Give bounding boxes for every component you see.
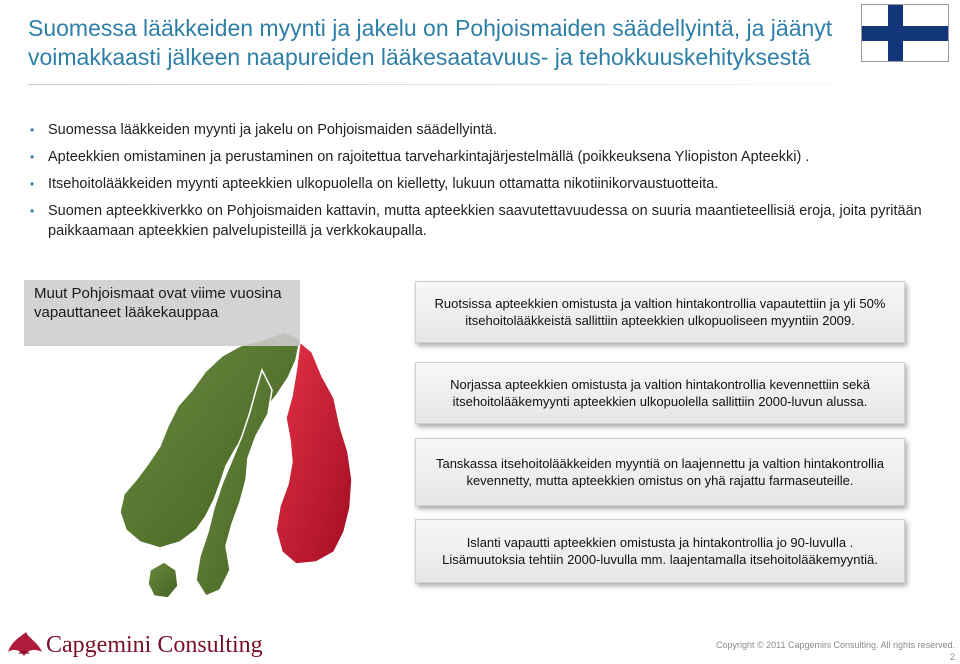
- denmark-shape: [148, 562, 178, 598]
- callout-box: Muut Pohjoismaat ovat viime vuosina vapauttaneet lääkekauppaa: [24, 280, 300, 346]
- copyright-text: Copyright © 2011 Capgemini Consulting. All rights reserved.: [716, 640, 956, 650]
- finland-flag-icon: [861, 4, 949, 62]
- logo-text: Capgemini Consulting: [46, 631, 263, 658]
- bullet-list: [28, 120, 938, 248]
- capgemini-logo: [4, 628, 263, 662]
- iceland-info-box: Islanti vapautti apteekkien omistusta ja hintakontrollia jo 90-luvulla . Lisämuutoksia tehtiin 2000-luvulla mm. laajentamalla itsehoitolääkemyyntiä.: [415, 519, 905, 583]
- page-number: 2: [950, 652, 956, 662]
- bullet-item: • Itsehoitolääkkeiden myynti apteekkien ulkopuolella on kielletty, lukuun ottamatta nikotiinikorvaustuotteita.: [30, 176, 719, 192]
- norway-info-box: Norjassa apteekkien omistusta ja valtion hintakontrollia kevennettiin sekä itsehoitolääkemyynti apteekkien ulkopuolella sallittiin 2000-luvun alussa.: [415, 362, 905, 424]
- denmark-info-box: Tanskassa itsehoitolääkkeiden myyntiä on laajennettu ja valtion hintakontrollia kevennetty, mutta apteekkien omistus on yhä rajattu farmaseuteille.: [415, 438, 905, 506]
- bullet-item: • Suomessa lääkkeiden myynti ja jakelu on Pohjoismaiden säädellyintä.: [30, 122, 497, 138]
- bullet-item: • Apteekkien omistaminen ja perustaminen on rajoitettua tarveharkintajärjestelmällä (poikkeuksena Yliopiston Apteekki) .: [30, 149, 810, 165]
- norway-sweden-shape: [120, 332, 300, 548]
- page-title: Suomessa lääkkeiden myynti ja jakelu on Pohjoismaiden säädellyintä, ja jäänyt voimakkaasti jälkeen naapureiden lääkesaatavuus- ja tehokkuuskehityksestä: [28, 15, 833, 70]
- capgemini-spade-icon: [4, 630, 44, 660]
- bullet-item: • Suomen apteekkiverkko on Pohjoismaiden kattavin, mutta apteekkien saavutettavuudessa on suuria maantieteellisiä eroja, joita pyritään paikkaamaan apteekkien palvelupisteillä ja verkkokaupalla.: [30, 203, 922, 239]
- sweden-info-box: Ruotsissa apteekkien omistusta ja valtion hintakontrollia vapautettiin ja yli 50% itsehoitolääkkeistä sallittiin apteekkien ulkopuoliseen myyntiin 2009.: [415, 281, 905, 343]
- title-divider: [28, 84, 938, 85]
